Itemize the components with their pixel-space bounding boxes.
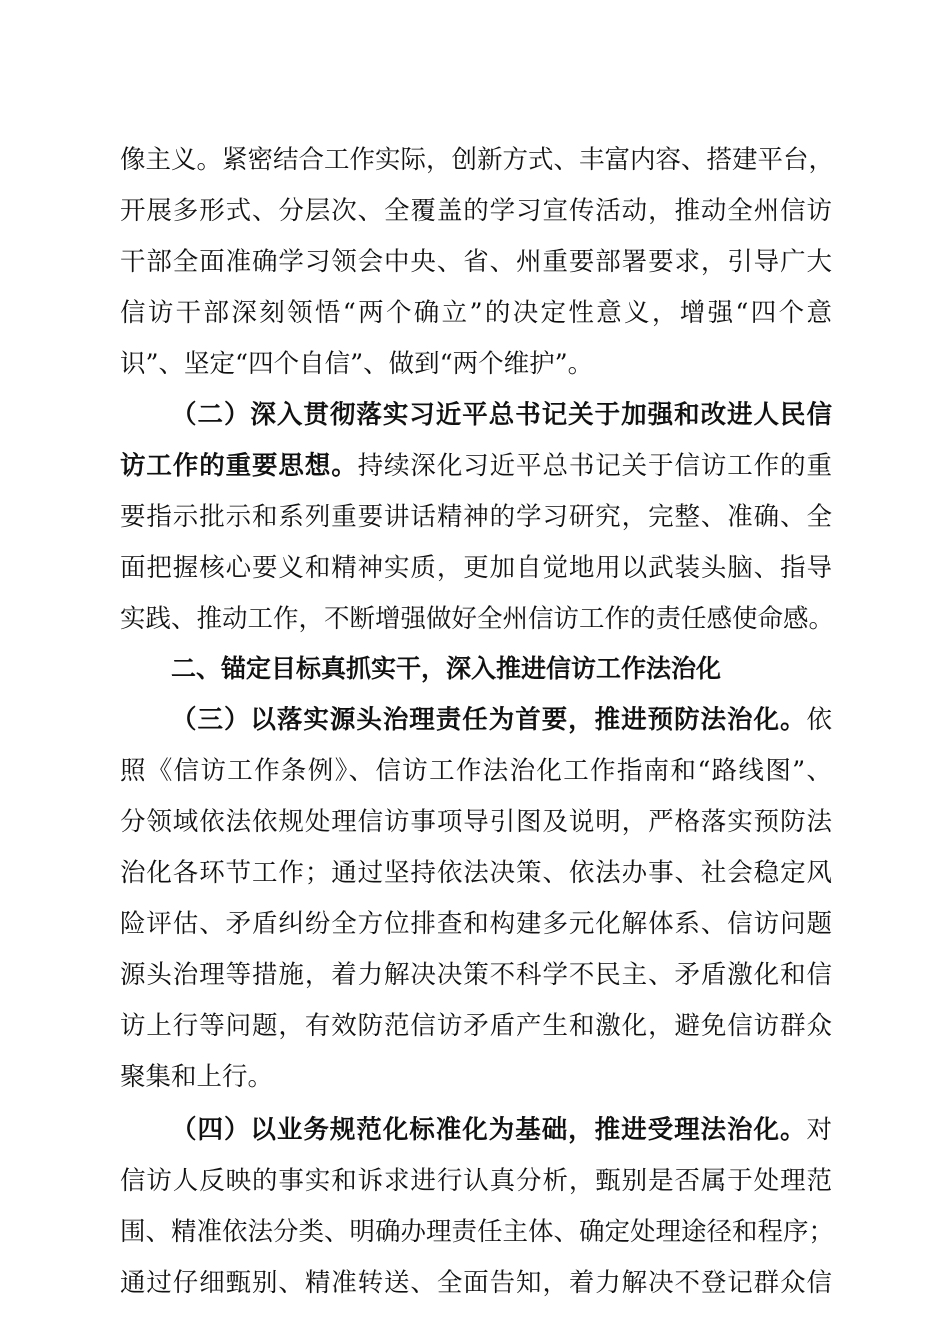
- paragraph-line: [171, 1107, 832, 1153]
- section-heading: 二、锚定目标真抓实干，深入推进信访工作法治化: [171, 654, 722, 683]
- subheading-text: （三）以落实源头治理责任为首要，推进预防法治化。: [171, 705, 807, 735]
- paragraph-line: 干部全面准确学习领会中央、省、州重要部署要求，引导广大: [120, 247, 832, 277]
- paragraph-line: 源头治理等措施，着力解决决策不科学不民主、矛盾激化和信: [120, 960, 832, 990]
- paragraph-text: 持续深化习近平总书记关于信访工作的重: [357, 451, 832, 481]
- paragraph-line: 开展多形式、分层次、全覆盖的学习宣传活动，推动全州信访: [120, 196, 832, 226]
- subheading-line: （二）深入贯彻落实习近平总书记关于加强和改进人民信: [171, 400, 832, 430]
- paragraph-line: 信访人反映的事实和诉求进行认真分析，甄别是否属于处理范: [120, 1166, 832, 1196]
- paragraph-line: 聚集和上行。: [120, 1062, 274, 1092]
- paragraph-line: 面把握核心要义和精神实质，更加自觉地用以武装头脑、指导: [120, 553, 832, 583]
- paragraph-line: 像主义。紧密结合工作实际，创新方式、丰富内容、搭建平台，: [120, 145, 835, 175]
- paragraph-line: 要指示批示和系列重要讲话精神的学习研究，完整、准确、全: [120, 502, 832, 532]
- paragraph-line: 治化各环节工作；通过坚持依法决策、依法办事、社会稳定风: [120, 858, 832, 888]
- paragraph-line: 实践、推动工作，不断增强做好全州信访工作的责任感使命感。: [120, 604, 835, 634]
- paragraph-line: 险评估、矛盾纠纷全方位排查和构建多元化解体系、信访问题: [120, 909, 832, 939]
- paragraph-line: 围、精准依法分类、明确办理责任主体、确定处理途径和程序；: [120, 1217, 835, 1247]
- paragraph-line: [171, 697, 832, 743]
- subheading-text: （四）以业务规范化标准化为基础，推进受理法治化。: [171, 1115, 807, 1145]
- paragraph-line: 分领域依法依规处理信访事项导引图及说明，严格落实预防法: [120, 807, 832, 837]
- paragraph-line: 通过仔细甄别、精准转送、全面告知，着力解决不登记群众信: [120, 1268, 832, 1298]
- paragraph-text: 对: [806, 1115, 832, 1145]
- paragraph-text: 依: [806, 705, 832, 735]
- paragraph-line: 信访干部深刻领悟“两个确立”的决定性意义，增强“四个意: [120, 298, 832, 328]
- paragraph-line: 照《信访工作条例》、信访工作法治化工作指南和“路线图”、: [120, 756, 832, 786]
- paragraph-line: [120, 443, 832, 489]
- subheading-tail: 访工作的重要思想。: [120, 451, 358, 481]
- paragraph-line: 访上行等问题，有效防范信访矛盾产生和激化，避免信访群众: [120, 1011, 832, 1041]
- paragraph-line: 识”、坚定“四个自信”、做到“两个维护”。: [120, 349, 594, 379]
